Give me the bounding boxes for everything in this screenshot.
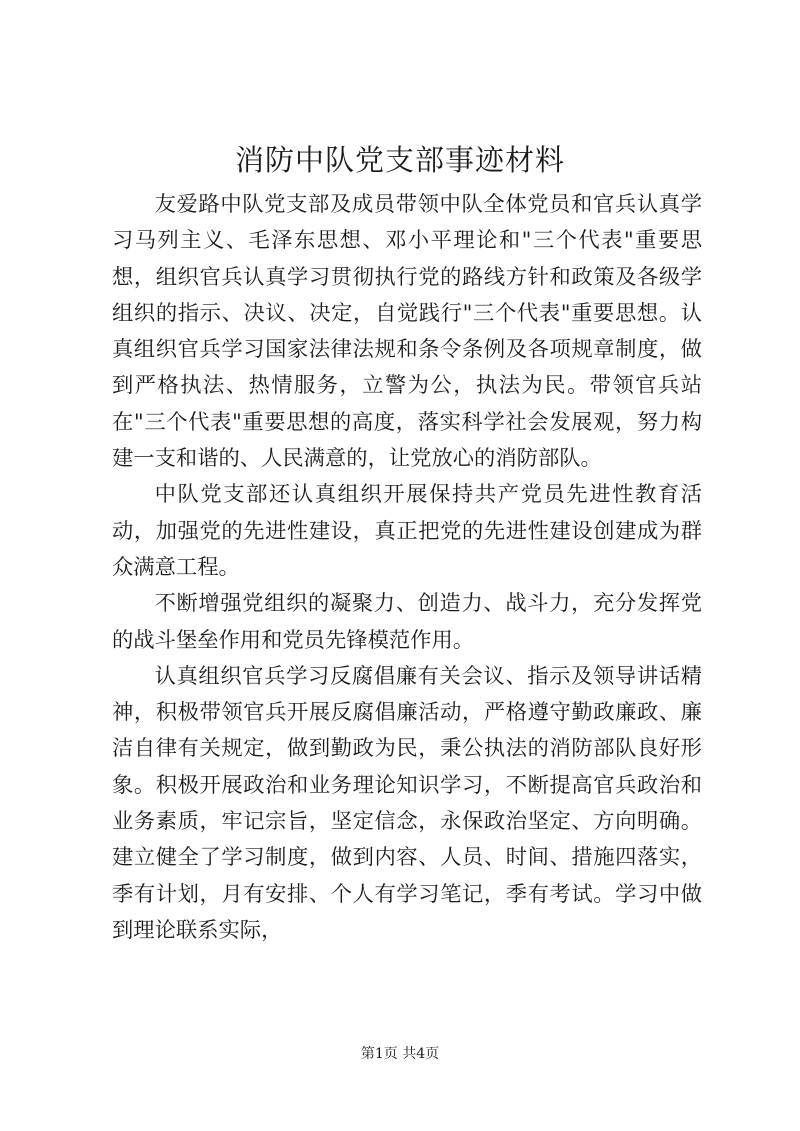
- page-number-footer: 第1页 共4页: [360, 1046, 440, 1062]
- document-title: 消防中队党支部事迹材料: [234, 143, 565, 177]
- paragraph: 友爱路中队党支部及成员带领中队全体党员和官兵认真学习马列主义、毛泽东思想、邓小平理论和"三个代表"重要思想，组织官兵认真学习贯彻执行党的路线方针和政策及各级学组织的指示、决议、决定，自觉践行"三个代表"重要思想。认真组织官兵学习国家法律法规和条令条例及各项规章制度，做到严格执法、热情服务，立警为公，执法为民。带领官兵站在"三个代表"重要思想的高度，落实科学社会发展观，努力构建一支和谐的、人民满意的，让党放心的消防部队。: [112, 192, 702, 472]
- document-body: [112, 187, 702, 949]
- paragraph: 认真组织官兵学习反腐倡廉有关会议、指示及领导讲话精神，积极带领官兵开展反腐倡廉活动，严格遵守勤政廉政、廉洁自律有关规定，做到勤政为民，秉公执法的消防部队良好形象。积极开展政治和业务理论知识学习，不断提高官兵政治和业务素质，牢记宗旨，坚定信念，永保政治坚定、方向明确。建立健全了学习制度，做到内容、人员、时间、措施四落实，季有计划，月有安排、个人有学习笔记，季有考试。学习中做到理论联系实际，: [112, 663, 702, 943]
- paragraph: 不断增强党组织的凝聚力、创造力、战斗力，充分发挥党的战斗堡垒作用和党员先锋模范作用。: [112, 591, 702, 653]
- paragraph: 中队党支部还认真组织开展保持共产党员先进性教育活动，加强党的先进性建设，真正把党的先进性建设创建成为群众满意工程。: [112, 482, 702, 580]
